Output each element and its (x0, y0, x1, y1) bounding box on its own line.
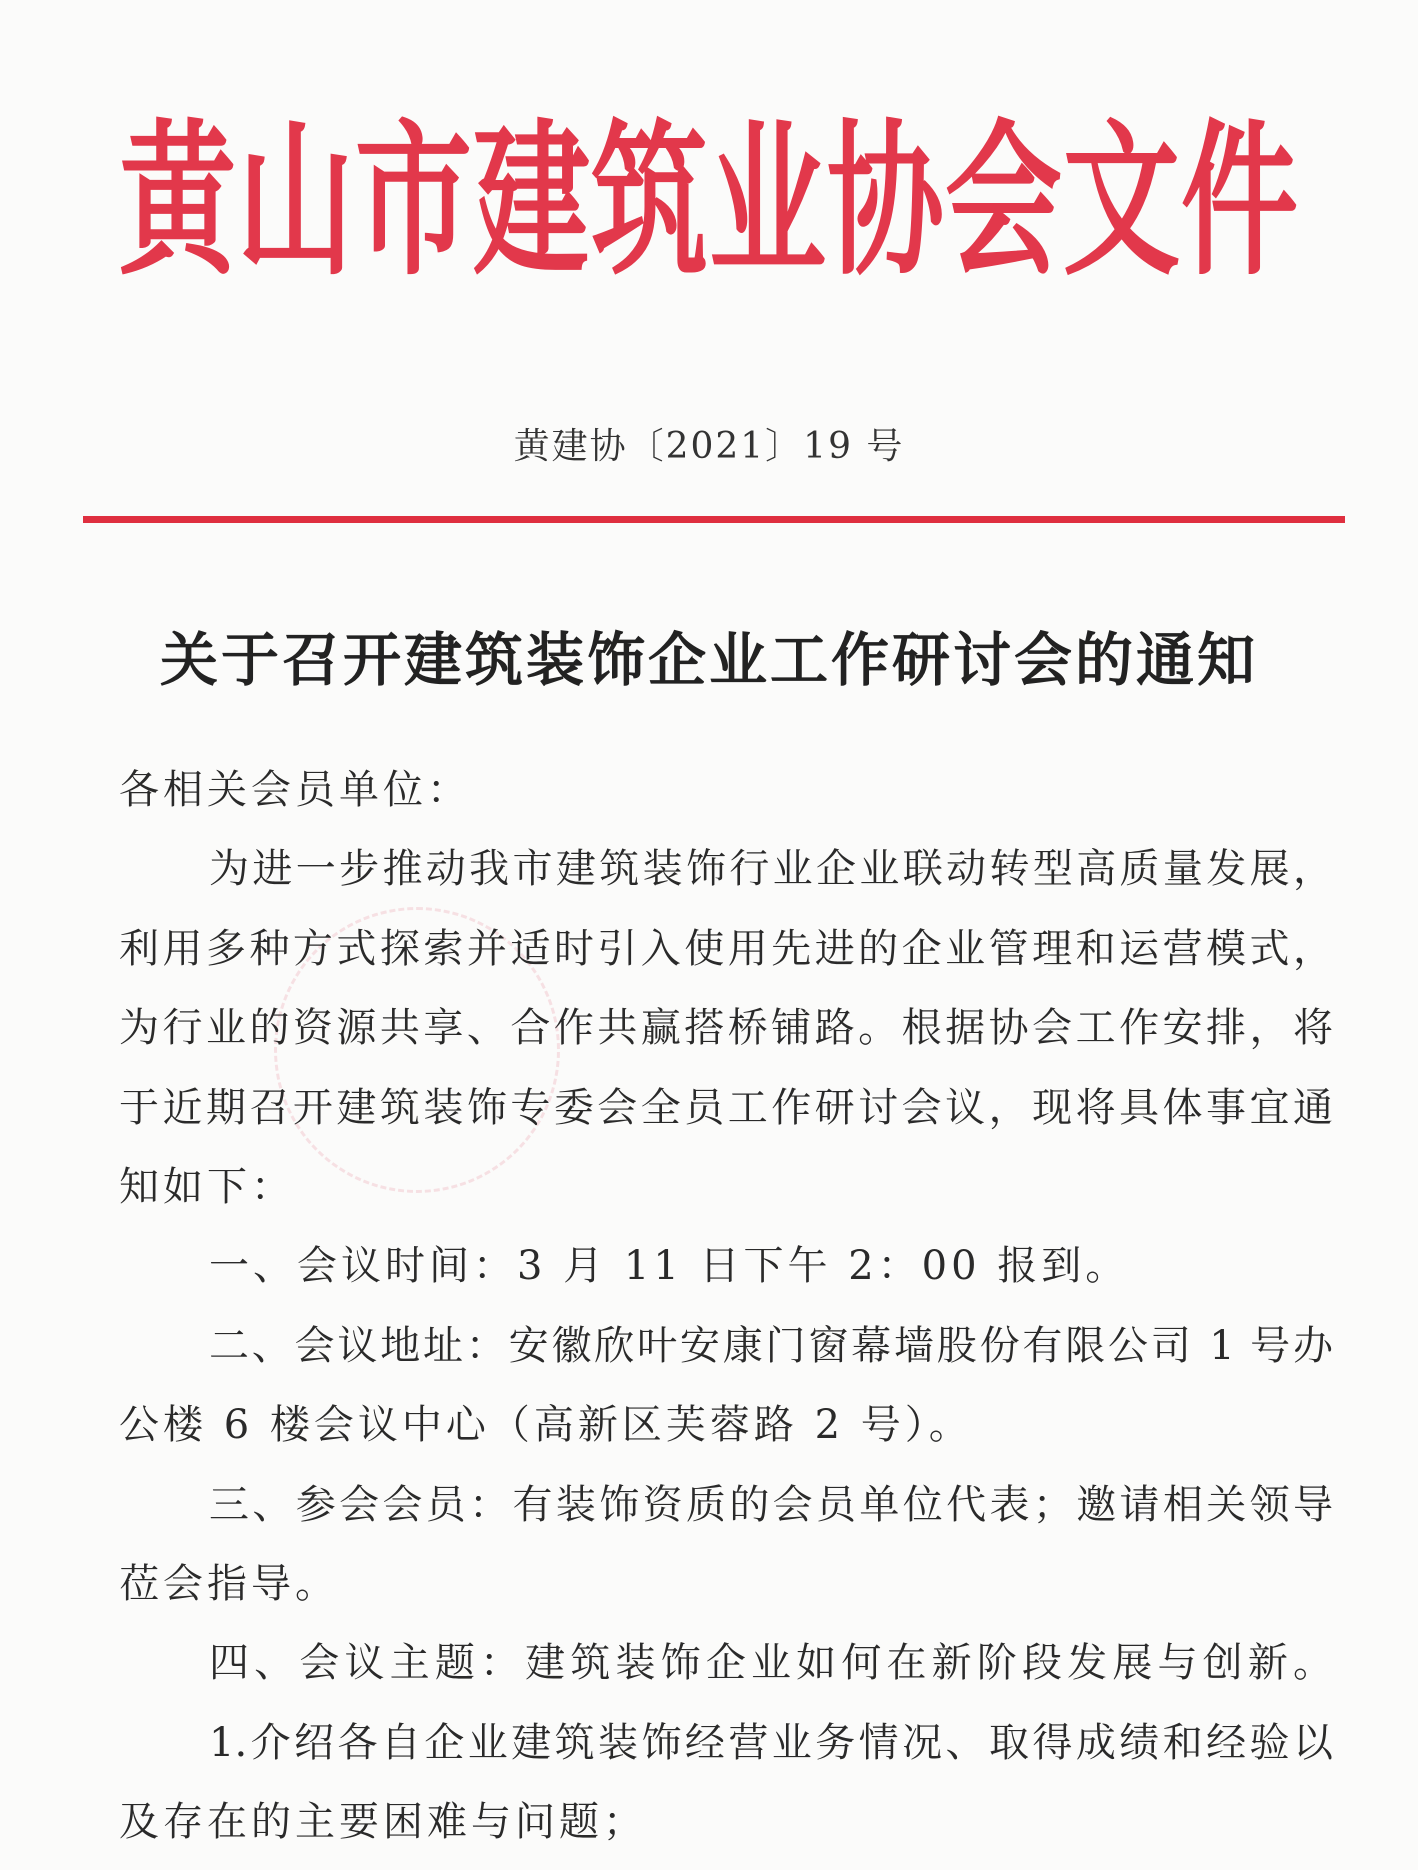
body-line: 利用多种方式探索并适时引入使用先进的企业管理和运营模式， (119, 925, 1333, 972)
red-divider-line (83, 516, 1345, 523)
salutation-line: 各相关会员单位： (119, 767, 471, 813)
item-attendees-cont: 莅会指导。 (119, 1560, 339, 1607)
notice-title: 关于召开建筑装饰企业工作研讨会的通知 (159, 626, 1258, 694)
item-meeting-location-cont: 公楼 6 楼会议中心（高新区芙蓉路 2 号）。 (119, 1402, 973, 1449)
document-masthead: 黄山市建筑业协会文件 (118, 102, 1299, 299)
body-line: 于近期召开建筑装饰专委会全员工作研讨会议，现将具体事宜通 (119, 1084, 1333, 1131)
item-subpoint-1-cont: 及存在的主要困难与问题； (119, 1799, 647, 1846)
item-meeting-theme: 四、会议主题：建筑装饰企业如何在新阶段发展与创新。 (209, 1640, 1333, 1687)
item-meeting-time: 一、会议时间：3 月 11 日下午 2：00 报到。 (209, 1243, 1130, 1290)
body-line: 为进一步推动我市建筑装饰行业企业联动转型高质量发展， (209, 846, 1333, 893)
item-subpoint-1: 1.介绍各自企业建筑装饰经营业务情况、取得成绩和经验以 (209, 1719, 1333, 1766)
notice-body (119, 751, 1333, 1862)
body-line: 知如下： (119, 1163, 295, 1210)
item-meeting-location: 二、会议地址：安徽欣叶安康门窗幕墙股份有限公司 1 号办 (209, 1322, 1333, 1369)
item-attendees: 三、参会会员：有装饰资质的会员单位代表；邀请相关领导 (209, 1481, 1333, 1528)
body-line: 为行业的资源共享、合作共赢搭桥铺路。根据协会工作安排，将 (119, 1005, 1333, 1052)
document-number: 黄建协〔2021〕19 号 (513, 426, 905, 467)
